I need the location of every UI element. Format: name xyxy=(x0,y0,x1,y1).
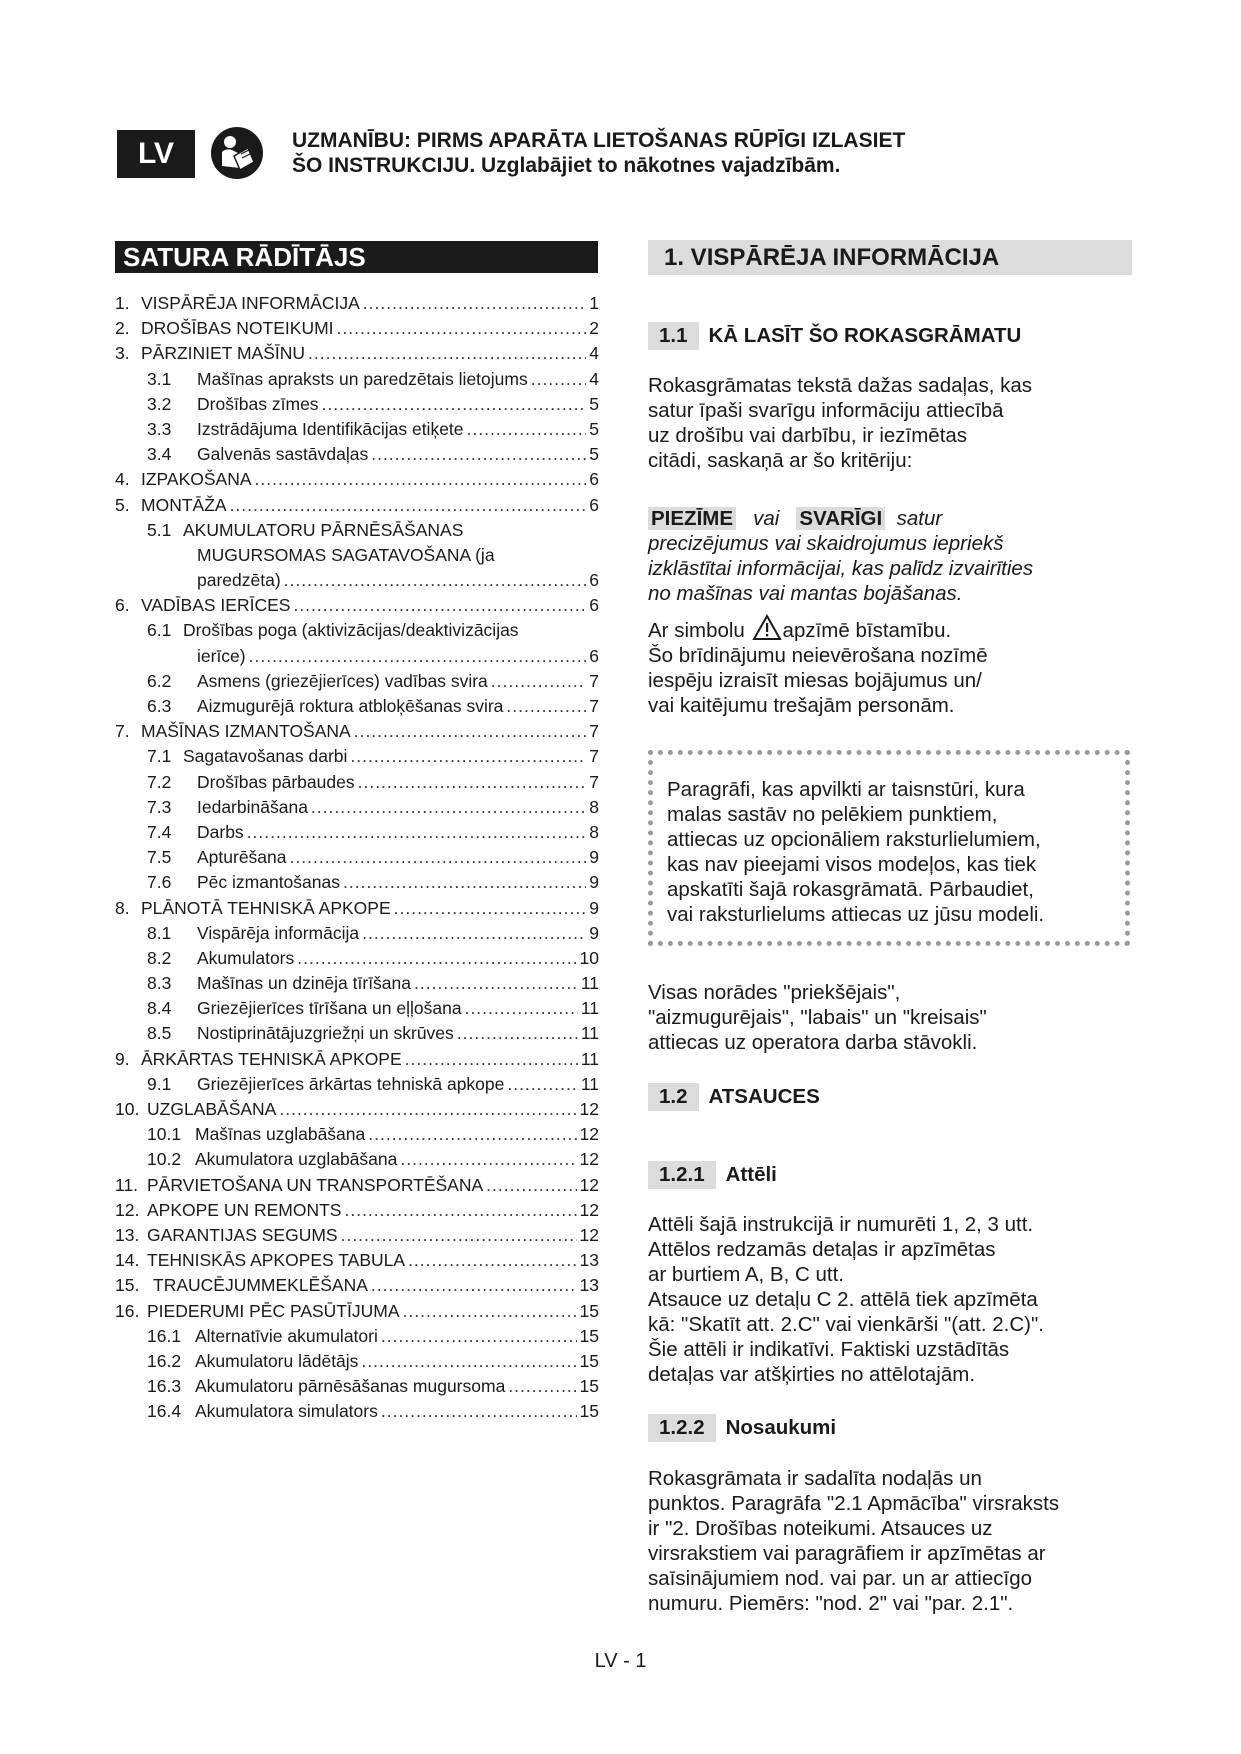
language-badge: LV xyxy=(117,130,195,178)
toc-item[interactable]: 7.1 Sagatavošanas darbi ..... 7 xyxy=(115,744,599,769)
toc-item[interactable]: 7. MAŠĪNAS IZMANTOŠANA ..... 7 xyxy=(115,719,599,744)
toc-item[interactable]: 4. IZPAKOŠANA ..... 6 xyxy=(115,467,599,492)
toc-item[interactable]: 7.2 Drošības pārbaudes ..... 7 xyxy=(115,770,599,795)
subsection-1-2-1-heading: 1.2.1 Attēli xyxy=(648,1161,777,1189)
toc-item[interactable]: 1. VISPĀRĒJA INFORMĀCIJA ..... 1 xyxy=(115,291,599,316)
table-of-contents xyxy=(115,291,599,1424)
subsection-1-2-heading: 1.2 ATSAUCES xyxy=(648,1083,820,1111)
toc-item[interactable]: 16.1 Alternatīvie akumulatori ..... 15 xyxy=(115,1324,599,1349)
subsection-1-2-2-heading: 1.2.2 Nosaukumi xyxy=(648,1414,836,1442)
toc-item[interactable]: 7.4 Darbs ..... 8 xyxy=(115,820,599,845)
toc-item[interactable]: 8.5 Nostiprinātājuzgriežņi un skrūves ..... 11 xyxy=(115,1021,599,1046)
toc-item[interactable]: 10.2 Akumulatora uzglabāšana ..... 12 xyxy=(115,1147,599,1172)
header-warning-line1: UZMANĪBU: PIRMS APARĀTA LIETOŠANAS RŪPĪGI IZLASIET xyxy=(292,129,906,152)
warning-triangle-icon xyxy=(752,614,782,641)
toc-title: SATURA RĀDĪTĀJS xyxy=(115,241,598,273)
toc-item[interactable]: 6.1 Drošības poga (aktivizācijas/deaktivizācijas ierīce) ..... 6 xyxy=(115,618,599,668)
toc-item[interactable]: 6. VADĪBAS IERĪCES ..... 6 xyxy=(115,593,599,618)
toc-item[interactable]: 16. PIEDERUMI PĒC PASŪTĪJUMA ..... 15 xyxy=(115,1299,599,1324)
toc-item[interactable]: 7.3 Iedarbināšana ..... 8 xyxy=(115,795,599,820)
toc-item[interactable]: 16.4 Akumulatora simulators ..... 15 xyxy=(115,1399,599,1424)
toc-item[interactable]: 3.4 Galvenās sastāvdaļas ..... 5 xyxy=(115,442,599,467)
toc-item[interactable]: 12. APKOPE UN REMONTS ..... 12 xyxy=(115,1198,599,1223)
toc-item[interactable]: 7.5 Apturēšana ..... 9 xyxy=(115,845,599,870)
toc-item[interactable]: 15. TRAUCĒJUMMEKLĒŠANA ..... 13 xyxy=(115,1273,599,1298)
toc-item[interactable]: 16.2 Akumulatoru lādētājs ..... 15 xyxy=(115,1349,599,1374)
toc-item[interactable]: 3. PĀRZINIET MAŠĪNU ..... 4 xyxy=(115,341,599,366)
toc-item[interactable]: 8.2 Akumulators ..... 10 xyxy=(115,946,599,971)
toc-item[interactable]: 3.2 Drošības zīmes ..... 5 xyxy=(115,392,599,417)
subsection-1-1-heading: 1.1 KĀ LASĪT ŠO ROKASGRĀMATU xyxy=(648,322,1021,350)
toc-item[interactable]: 5.1 AKUMULATORU PĀRNĒSĀŠANAS MUGURSOMAS SAGATAVOŠANA (ja paredzēta) ..... 6 xyxy=(115,518,599,594)
note-paragraph: PIEZĪME vai SVARĪGI satur precizējumus vai skaidrojumus iepriekš izklāstītai informācijai, kas palīdz izvairīties no mašīnas vai mantas bojāšanas. xyxy=(648,507,1034,605)
toc-item[interactable]: 11. PĀRVIETOŠANA UN TRANSPORTĒŠANA ..... 12 xyxy=(115,1173,599,1198)
toc-item[interactable]: 13. GARANTIJAS SEGUMS ..... 12 xyxy=(115,1223,599,1248)
toc-item[interactable]: 6.2 Asmens (griezējierīces) vadības svira ..... 7 xyxy=(115,669,599,694)
toc-item[interactable]: 8.3 Mašīnas un dzinēja tīrīšana ..... 11 xyxy=(115,971,599,996)
toc-item[interactable]: 9.1 Griezējierīces ārkārtas tehniskā apkope ..... 11 xyxy=(115,1072,599,1097)
read-manual-icon xyxy=(210,126,264,180)
header-warning xyxy=(292,128,905,178)
header-warning-line2: ŠO INSTRUKCIJU. Uzglabājiet to nākotnes vajadzībām. xyxy=(292,154,841,177)
names-paragraph: Rokasgrāmata ir sadalīta nodaļās un punktos. Paragrāfa "2.1 Apmācība" virsraksts ir "2. Drošības noteikumi. Atsauces uz virsrakstiem vai paragrāfiem ir apzīmētas ar saīsinājumiem nod. vai par. un ar attiecīgo numuru. Piemērs: "nod. 2" vai "par. 2.1". xyxy=(648,1467,1060,1615)
intro-paragraph: Rokasgrāmatas tekstā dažas sadaļas, kas satur īpaši svarīgu informāciju attiecībā uz drošību vai darbību, ir iezīmētas citādi, saskaņā ar šo kritēriju: xyxy=(648,374,1032,472)
toc-item[interactable]: 5. MONTĀŽA ..... 6 xyxy=(115,493,599,518)
toc-item[interactable]: 16.3 Akumulatoru pārnēsāšanas mugursoma ..... 15 xyxy=(115,1374,599,1399)
toc-item[interactable]: 10.1 Mašīnas uzglabāšana ..... 12 xyxy=(115,1122,599,1147)
toc-item[interactable]: 9. ĀRKĀRTAS TEHNISKĀ APKOPE ..... 11 xyxy=(115,1047,599,1072)
hazard-paragraph: Ar simbolu apzīmē bīstamību. Šo brīdinājumu neievērošana nozīmē iespēju izraisīt miesas bojājumus un/ vai kaitējumu trešajām personām. xyxy=(648,614,1118,718)
toc-item[interactable]: 7.6 Pēc izmantošanas ..... 9 xyxy=(115,870,599,895)
optional-features-box: Paragrāfi, kas apvilkti ar taisnstūri, kura malas sastāv no pelēkiem punktiem, attiecas uz opcionāliem raksturlielumiem, kas nav pieejami visos modeļos, kas tiek apskatīti šajā rokasgrāmatā. Pārbaudiet, vai raksturlielums attiecas uz jūsu modeli. xyxy=(648,750,1130,946)
section-title: 1. VISPĀRĒJA INFORMĀCIJA xyxy=(648,240,1132,275)
toc-item[interactable]: 8.1 Vispārēja informācija ..... 9 xyxy=(115,921,599,946)
toc-item[interactable]: 8.4 Griezējierīces tīrīšana un eļļošana ..... 11 xyxy=(115,996,599,1021)
toc-item[interactable]: 3.1 Mašīnas apraksts un paredzētais lietojums ..... 4 xyxy=(115,367,599,392)
toc-item[interactable]: 6.3 Aizmugurējā roktura atbloķēšanas svira ..... 7 xyxy=(115,694,599,719)
toc-item[interactable]: 10. UZGLABĀŠANA ..... 12 xyxy=(115,1097,599,1122)
toc-item[interactable]: 8. PLĀNOTĀ TEHNISKĀ APKOPE ..... 9 xyxy=(115,896,599,921)
page-number: LV - 1 xyxy=(594,1650,647,1672)
toc-item[interactable]: 3.3 Izstrādājuma Identifikācijas etiķete ..... 5 xyxy=(115,417,599,442)
toc-item[interactable]: 2. DROŠĪBAS NOTEIKUMI ..... 2 xyxy=(115,316,599,341)
note-label: PIEZĪME xyxy=(648,507,736,530)
toc-item[interactable]: 14. TEHNISKĀS APKOPES TABULA ..... 13 xyxy=(115,1248,599,1273)
figures-paragraph: Attēli šajā instrukcijā ir numurēti 1, 2, 3 utt. Attēlos redzamās detaļas ir apzīmētas ar burtiem A, B, C utt. Atsauce uz detaļu C 2. attēlā tiek apzīmēta kā: "Skatīt att. 2.C" vai vienkārši "(att. 2.C)". Šie attēli ir indikatīvi. Faktiski uzstādītās detaļas var atšķirties no attēlotajām. xyxy=(648,1213,1044,1386)
directions-paragraph: Visas norādes "priekšējais", "aizmugurējais", "labais" un "kreisais" attiecas uz operatora darba stāvokli. xyxy=(648,981,987,1054)
important-label: SVARĪGI xyxy=(796,507,885,530)
